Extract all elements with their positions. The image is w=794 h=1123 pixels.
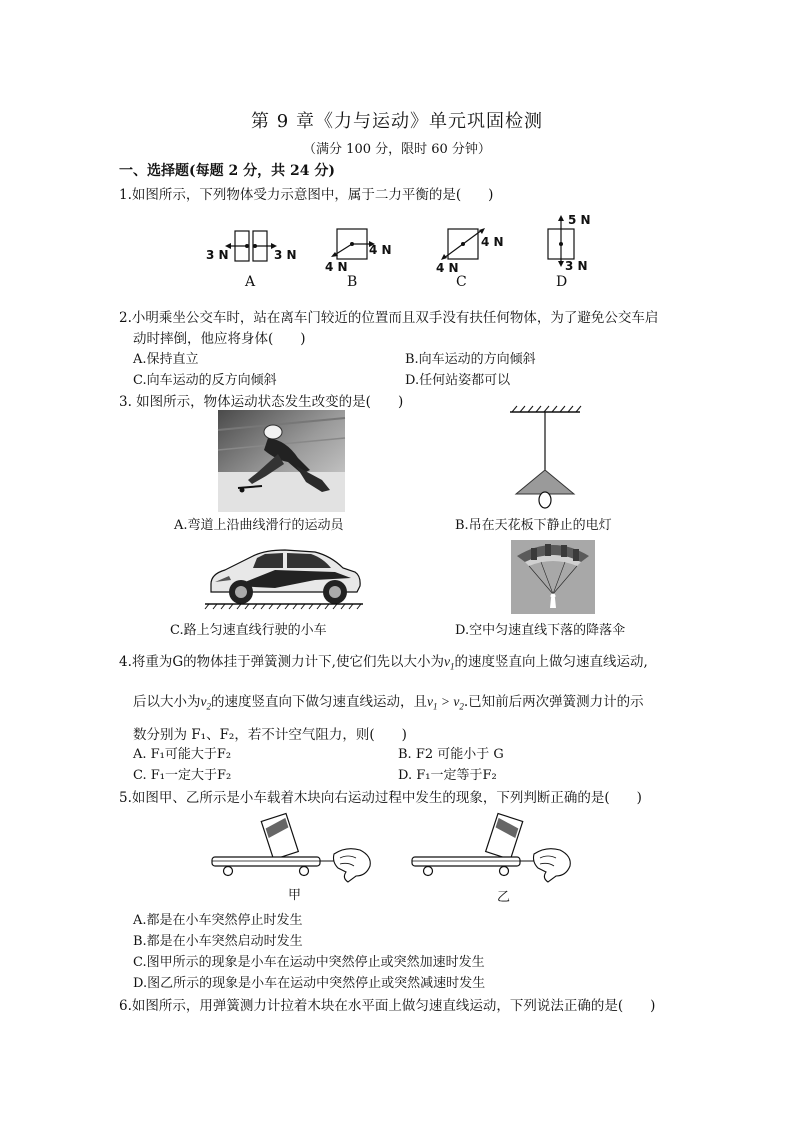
q1-d-letter: D [556,274,568,290]
q4-stem-part3: 后以大小为 [133,694,201,710]
q4-v1-symbol: $v_1$ [443,654,455,672]
q5-option-c: C.图甲所示的现象是小车在运动中突然停止或突然加速时发生 [133,955,485,970]
page-subtitle: （满分 100 分，限时 60 分钟） [303,142,491,157]
q1-a-right-label: 3 N [274,248,297,262]
q1-c-bottom-label: 4 N [436,261,459,275]
section-heading: 一、选择题(每题 2 分，共 24 分) [119,163,335,179]
q1-c-letter: C [456,274,467,290]
q3-car-image [205,546,363,608]
q6-stem: 6.如图所示，用弹簧测力计拉着木块在水平面上做匀速直线运动，下列说法正确的是( ) [119,998,656,1014]
q3-option-b: B.吊在天花板下静止的电灯 [455,518,612,533]
q4-stem-line2: 后以大小为$v_2$的速度竖直向下做匀速直线运动，且$v_1 > v_2$.已知前后两次弹簧测力计的示 [133,694,644,712]
q1-c-top-label: 4 N [481,235,504,249]
q2-option-d: D.任何站姿都可以 [405,373,511,388]
q5-label-yi: 乙 [497,890,511,905]
q3-parachute-image [511,540,595,614]
q1-a-left-label: 3 N [206,248,229,262]
q1-b-right-label: 4 N [369,243,392,257]
q4-stem-part4: 的速度竖直向下做匀速直线运动，且 [211,694,427,710]
page-title: 第 9 章《力与运动》单元巩固检测 [251,111,543,132]
q3-lamp-diagram [500,408,590,510]
q2-stem-line2: 动时摔倒，他应将身体( ) [133,331,306,347]
q4-stem-line3: 数分别为 F₁、F₂，若不计空气阻力，则( ) [133,727,407,743]
q1-d-top-label: 5 N [568,213,591,227]
q2-option-b: B.向车运动的方向倾斜 [405,352,536,367]
q5-stem: 5.如图甲、乙所示是小车载着木块向右运动过程中发生的现象，下列判断正确的是( ) [119,790,642,806]
q4-option-d: D. F₁一定等于F₂ [398,768,497,783]
q5-label-jia: 甲 [288,888,302,903]
q1-b-bottom-label: 4 N [325,260,348,274]
q1-d-bottom-label: 3 N [565,259,588,273]
q2-stem-line1: 2.小明乘坐公交车时，站在离车门较近的位置而且双手没有扶任何物体，为了避免公交车启 [119,310,659,326]
q4-stem-part5: .已知前后两次弹簧测力计的示 [463,694,644,710]
q2-option-a: A.保持直立 [133,352,199,367]
q3-option-d: D.空中匀速直线下落的降落伞 [455,623,626,638]
q3-stem: 3. 如图所示，物体运动状态发生改变的是( ) [119,394,404,410]
q1-b-letter: B [347,274,358,290]
q4-option-a: A. F₁可能大于F₂ [133,747,232,762]
q1-a-letter: A [245,274,256,290]
q1-stem: 1.如图所示，下列物体受力示意图中，属于二力平衡的是( ) [119,187,494,203]
q4-stem-part2: 的速度竖直向上做匀速直线运动, [454,654,648,670]
q3-skater-image [218,410,345,512]
q2-option-c: C.向车运动的反方向倾斜 [133,373,277,388]
q3-option-c: C.路上匀速直线行驶的小车 [170,623,327,638]
q4-option-c: C. F₁一定大于F₂ [133,768,232,783]
q4-v1-letter: v [443,654,450,669]
q4-stem-line1 [119,650,648,672]
q3-option-a: A.弯道上沿曲线滑行的运动员 [174,518,344,533]
q5-diagram-jia [210,810,375,885]
q5-diagram-yi [410,810,580,885]
q4-stem-part1: 4.将重为G的物体挂于弹簧测力计下,使它们先以大小为 [119,654,444,670]
q4-option-b: B. F2 可能小于 G [398,747,504,762]
q4-inequality: $v_1 > v_2$ [427,694,464,712]
q5-option-b: B.都是在小车突然启动时发生 [133,934,303,949]
q5-option-d: D.图乙所示的现象是小车在运动中突然停止或突然减速时发生 [133,976,486,991]
q5-option-a: A.都是在小车突然停止时发生 [133,913,303,928]
